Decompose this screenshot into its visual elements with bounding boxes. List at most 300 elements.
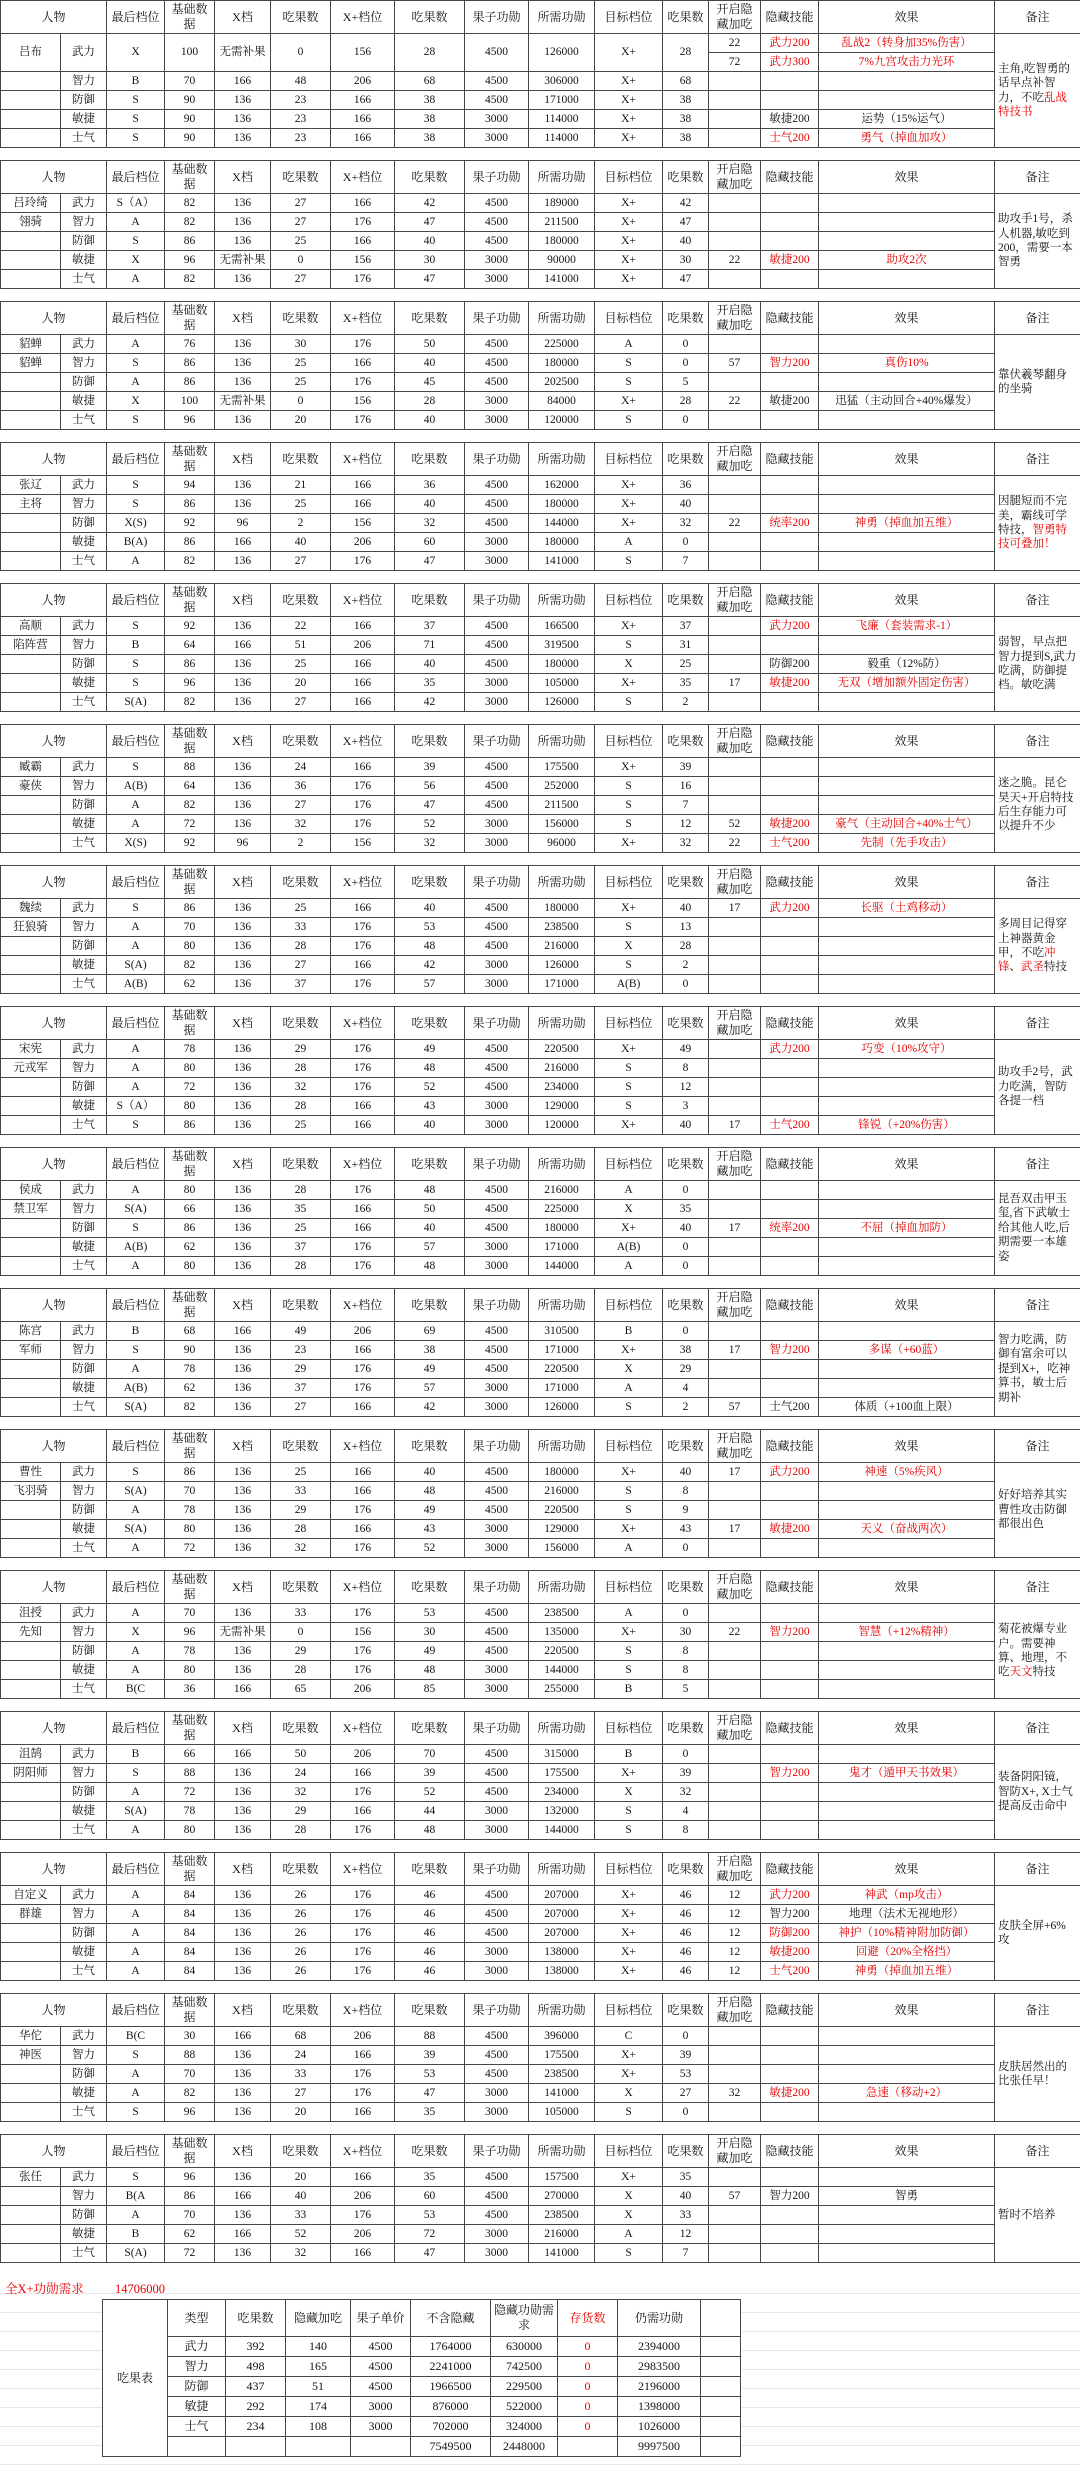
cell-xp[interactable]: 156 bbox=[331, 251, 395, 270]
cell-f[interactable]: 3000 bbox=[465, 1238, 529, 1257]
cell-l[interactable]: S bbox=[107, 1219, 165, 1238]
cell-xp[interactable]: 166 bbox=[331, 1398, 395, 1417]
cell-n[interactable]: 171000 bbox=[529, 91, 595, 110]
cell-xp[interactable]: 166 bbox=[331, 354, 395, 373]
cell-effect[interactable]: 神勇（掉血加五维） bbox=[819, 514, 995, 533]
summary-cell[interactable]: 292 bbox=[226, 2397, 286, 2417]
cell-e2[interactable]: 40 bbox=[395, 655, 465, 674]
cell-x[interactable]: 136 bbox=[215, 655, 271, 674]
cell-t[interactable]: X+ bbox=[595, 674, 663, 693]
cell-b[interactable]: 82 bbox=[165, 2084, 215, 2103]
cell-open-hidden[interactable] bbox=[709, 533, 761, 552]
cell-hidden-skill[interactable] bbox=[761, 1379, 819, 1398]
cell-n[interactable]: 207000 bbox=[529, 1905, 595, 1924]
cell-l[interactable]: A bbox=[107, 373, 165, 392]
cell-hidden-skill[interactable] bbox=[761, 693, 819, 712]
column-header[interactable]: 所需功勋 bbox=[529, 1, 595, 34]
summary-column-header[interactable]: 类型 bbox=[168, 2300, 226, 2337]
cell-s[interactable]: 防御 bbox=[61, 937, 107, 956]
cell-l[interactable]: X bbox=[107, 1623, 165, 1642]
cell-e1[interactable]: 25 bbox=[271, 1219, 331, 1238]
column-header[interactable]: 备注 bbox=[995, 1994, 1080, 2027]
cell-e1[interactable]: 27 bbox=[271, 270, 331, 289]
cell-t[interactable]: S bbox=[595, 1059, 663, 1078]
cell-e2[interactable]: 47 bbox=[395, 213, 465, 232]
cell-e3[interactable]: 68 bbox=[663, 72, 709, 91]
cell-effect[interactable] bbox=[819, 1059, 995, 1078]
cell-n[interactable]: 180000 bbox=[529, 1219, 595, 1238]
cell-xp[interactable]: 206 bbox=[331, 1322, 395, 1341]
cell-f[interactable]: 4500 bbox=[465, 1078, 529, 1097]
column-header[interactable]: X档 bbox=[215, 1, 271, 34]
column-header[interactable]: 人物 bbox=[1, 1571, 107, 1604]
cell-xp[interactable]: 156 bbox=[331, 1623, 395, 1642]
summary-cell[interactable]: 3000 bbox=[351, 2417, 411, 2437]
column-header[interactable]: X档 bbox=[215, 1853, 271, 1886]
cell-e3[interactable]: 40 bbox=[663, 2187, 709, 2206]
cell-n[interactable]: 141000 bbox=[529, 270, 595, 289]
cell-b[interactable]: 70 bbox=[165, 2206, 215, 2225]
cell-t[interactable]: S bbox=[595, 1398, 663, 1417]
cell-b[interactable]: 82 bbox=[165, 956, 215, 975]
cell-l[interactable]: A bbox=[107, 1783, 165, 1802]
cell-effect[interactable] bbox=[819, 1680, 995, 1699]
cell-e1[interactable]: 68 bbox=[271, 2027, 331, 2046]
column-header[interactable]: 开启隐藏加吃 bbox=[709, 161, 761, 194]
cell-f[interactable]: 4500 bbox=[465, 636, 529, 655]
cell-n[interactable]: 126000 bbox=[529, 956, 595, 975]
column-header[interactable]: 目标档位 bbox=[595, 1007, 663, 1040]
cell-e1[interactable]: 23 bbox=[271, 91, 331, 110]
cell-effect[interactable] bbox=[819, 270, 995, 289]
cell-effect[interactable] bbox=[819, 1322, 995, 1341]
cell-l[interactable]: B(A) bbox=[107, 533, 165, 552]
cell-f[interactable]: 3000 bbox=[465, 1821, 529, 1840]
cell-xp[interactable]: 176 bbox=[331, 2065, 395, 2084]
column-header[interactable]: 吃果数 bbox=[663, 1712, 709, 1745]
cell-e3[interactable]: 28 bbox=[663, 937, 709, 956]
cell-e2[interactable]: 35 bbox=[395, 2168, 465, 2187]
cell-e2[interactable]: 70 bbox=[395, 1745, 465, 1764]
column-header[interactable]: 吃果数 bbox=[395, 302, 465, 335]
cell-e1[interactable]: 33 bbox=[271, 2206, 331, 2225]
column-header[interactable]: 人物 bbox=[1, 161, 107, 194]
empty-name-cell[interactable] bbox=[1, 937, 61, 956]
cell-effect[interactable]: 多谋（+60蓝） bbox=[819, 1341, 995, 1360]
cell-xp[interactable]: 166 bbox=[331, 129, 395, 148]
cell-xp[interactable]: 176 bbox=[331, 1059, 395, 1078]
cell-x[interactable]: 136 bbox=[215, 335, 271, 354]
cell-e1[interactable]: 0 bbox=[271, 1623, 331, 1642]
cell-b[interactable]: 100 bbox=[165, 34, 215, 72]
cell-effect[interactable] bbox=[819, 1257, 995, 1276]
cell-b[interactable]: 64 bbox=[165, 777, 215, 796]
column-header[interactable]: 备注 bbox=[995, 2135, 1080, 2168]
cell-hidden-skill[interactable] bbox=[761, 1745, 819, 1764]
cell-t[interactable]: S bbox=[595, 815, 663, 834]
cell-hidden-skill[interactable]: 武力200 bbox=[761, 1040, 819, 1059]
cell-f[interactable]: 3000 bbox=[465, 552, 529, 571]
cell-x[interactable]: 136 bbox=[215, 937, 271, 956]
cell-t[interactable]: X+ bbox=[595, 392, 663, 411]
cell-e3[interactable]: 12 bbox=[663, 1078, 709, 1097]
cell-f[interactable]: 4500 bbox=[465, 1219, 529, 1238]
column-header[interactable]: 人物 bbox=[1, 1007, 107, 1040]
cell-e3[interactable]: 8 bbox=[663, 1059, 709, 1078]
cell-xp[interactable]: 176 bbox=[331, 213, 395, 232]
column-header[interactable]: 所需功勋 bbox=[529, 584, 595, 617]
cell-n[interactable]: 129000 bbox=[529, 1097, 595, 1116]
cell-e2[interactable]: 32 bbox=[395, 834, 465, 853]
cell-e1[interactable]: 2 bbox=[271, 514, 331, 533]
cell-open-hidden[interactable]: 57 bbox=[709, 1398, 761, 1417]
column-header[interactable]: X+档位 bbox=[331, 1, 395, 34]
note-cell[interactable] bbox=[995, 34, 1080, 148]
summary-cell[interactable]: 1764000 bbox=[411, 2337, 491, 2357]
cell-b[interactable]: 82 bbox=[165, 1398, 215, 1417]
cell-l[interactable]: S(A) bbox=[107, 1802, 165, 1821]
cell-xp[interactable]: 166 bbox=[331, 194, 395, 213]
cell-x[interactable]: 136 bbox=[215, 1078, 271, 1097]
cell-hidden-skill[interactable] bbox=[761, 1482, 819, 1501]
cell-t[interactable]: X+ bbox=[595, 213, 663, 232]
cell-x[interactable]: 136 bbox=[215, 899, 271, 918]
cell-hidden-skill[interactable]: 防御200 bbox=[761, 1924, 819, 1943]
cell-n[interactable]: 180000 bbox=[529, 354, 595, 373]
cell-e1[interactable]: 32 bbox=[271, 815, 331, 834]
cell-e1[interactable]: 30 bbox=[271, 335, 331, 354]
cell-effect[interactable] bbox=[819, 2206, 995, 2225]
cell-t[interactable]: B bbox=[595, 1745, 663, 1764]
column-header[interactable]: 开启隐藏加吃 bbox=[709, 1712, 761, 1745]
cell-s[interactable]: 智力 bbox=[61, 1764, 107, 1783]
cell-e3[interactable]: 39 bbox=[663, 1764, 709, 1783]
cell-xp[interactable]: 166 bbox=[331, 1219, 395, 1238]
cell-n[interactable]: 189000 bbox=[529, 194, 595, 213]
cell-e3[interactable]: 2 bbox=[663, 1398, 709, 1417]
cell-x[interactable]: 136 bbox=[215, 91, 271, 110]
cell-b[interactable]: 78 bbox=[165, 1040, 215, 1059]
cell-f[interactable]: 3000 bbox=[465, 1802, 529, 1821]
cell-l[interactable]: S bbox=[107, 495, 165, 514]
cell-x[interactable]: 136 bbox=[215, 1886, 271, 1905]
cell-e2[interactable]: 48 bbox=[395, 1181, 465, 1200]
cell-x[interactable]: 136 bbox=[215, 1520, 271, 1539]
cell-effect[interactable]: 迅猛（主动回合+40%爆发） bbox=[819, 392, 995, 411]
cell-l[interactable]: S bbox=[107, 899, 165, 918]
column-header[interactable]: 吃果数 bbox=[395, 1994, 465, 2027]
column-header[interactable]: 隐藏技能 bbox=[761, 302, 819, 335]
summary-cell[interactable]: 437 bbox=[226, 2377, 286, 2397]
cell-hidden-skill[interactable]: 防御200 bbox=[761, 655, 819, 674]
column-header[interactable]: 基础数据 bbox=[165, 1430, 215, 1463]
cell-e3[interactable]: 2 bbox=[663, 956, 709, 975]
cell-e1[interactable]: 0 bbox=[271, 34, 331, 72]
cell-e3[interactable]: 0 bbox=[663, 2027, 709, 2046]
cell-b[interactable]: 72 bbox=[165, 2244, 215, 2263]
column-header[interactable]: 果子功勋 bbox=[465, 1148, 529, 1181]
cell-b[interactable]: 86 bbox=[165, 2187, 215, 2206]
cell-l[interactable]: A bbox=[107, 2206, 165, 2225]
character-name[interactable]: 貂蝉 bbox=[1, 335, 61, 354]
cell-open-hidden[interactable]: 52 bbox=[709, 815, 761, 834]
cell-effect[interactable] bbox=[819, 533, 995, 552]
empty-name-cell[interactable] bbox=[1, 1680, 61, 1699]
cell-e1[interactable]: 28 bbox=[271, 1661, 331, 1680]
empty-name-cell[interactable] bbox=[1, 251, 61, 270]
cell-e2[interactable]: 48 bbox=[395, 1059, 465, 1078]
cell-b[interactable]: 80 bbox=[165, 1097, 215, 1116]
column-header[interactable]: 效果 bbox=[819, 1289, 995, 1322]
summary-cell[interactable]: 0 bbox=[558, 2417, 618, 2437]
column-header[interactable]: 备注 bbox=[995, 1430, 1080, 1463]
column-header[interactable]: 开启隐藏加吃 bbox=[709, 584, 761, 617]
cell-x[interactable]: 136 bbox=[215, 1116, 271, 1135]
cell-n[interactable]: 175500 bbox=[529, 758, 595, 777]
cell-e3[interactable]: 30 bbox=[663, 251, 709, 270]
cell-n[interactable]: 135000 bbox=[529, 1623, 595, 1642]
cell-e1[interactable]: 26 bbox=[271, 1962, 331, 1981]
cell-open-hidden[interactable] bbox=[709, 1181, 761, 1200]
cell-x[interactable]: 136 bbox=[215, 1398, 271, 1417]
cell-t[interactable]: X+ bbox=[595, 194, 663, 213]
cell-l[interactable]: S bbox=[107, 655, 165, 674]
cell-open-hidden[interactable] bbox=[709, 232, 761, 251]
cell-t[interactable]: A(B) bbox=[595, 975, 663, 994]
cell-e2[interactable]: 40 bbox=[395, 1463, 465, 1482]
cell-open-hidden[interactable] bbox=[709, 796, 761, 815]
cell-n[interactable]: 207000 bbox=[529, 1924, 595, 1943]
column-header[interactable]: 开启隐藏加吃 bbox=[709, 1148, 761, 1181]
cell-open-hidden[interactable]: 12 bbox=[709, 1905, 761, 1924]
column-header[interactable]: 效果 bbox=[819, 2135, 995, 2168]
summary-cell[interactable]: 234 bbox=[226, 2417, 286, 2437]
column-header[interactable]: 人物 bbox=[1, 725, 107, 758]
cell-f[interactable]: 3000 bbox=[465, 2225, 529, 2244]
cell-n[interactable]: 166500 bbox=[529, 617, 595, 636]
column-header[interactable]: 最后档位 bbox=[107, 1994, 165, 2027]
cell-hidden-skill[interactable] bbox=[761, 2206, 819, 2225]
column-header[interactable]: 吃果数 bbox=[395, 161, 465, 194]
cell-xp[interactable]: 176 bbox=[331, 270, 395, 289]
cell-e2[interactable]: 49 bbox=[395, 1360, 465, 1379]
cell-effect[interactable] bbox=[819, 495, 995, 514]
cell-effect[interactable]: 助攻2次 bbox=[819, 251, 995, 270]
column-header[interactable]: 吃果数 bbox=[663, 725, 709, 758]
column-header[interactable]: 最后档位 bbox=[107, 1571, 165, 1604]
cell-x[interactable]: 136 bbox=[215, 1482, 271, 1501]
cell-f[interactable]: 4500 bbox=[465, 1059, 529, 1078]
cell-n[interactable]: 234000 bbox=[529, 1783, 595, 1802]
column-header[interactable]: 目标档位 bbox=[595, 1571, 663, 1604]
cell-s[interactable]: 敏捷 bbox=[61, 533, 107, 552]
empty-name-cell[interactable] bbox=[1, 1802, 61, 1821]
cell-e3[interactable]: 32 bbox=[663, 834, 709, 853]
cell-hidden-skill[interactable]: 敏捷200 bbox=[761, 815, 819, 834]
cell-t[interactable]: X+ bbox=[595, 1943, 663, 1962]
cell-t[interactable]: X+ bbox=[595, 2168, 663, 2187]
cell-s[interactable]: 防御 bbox=[61, 1501, 107, 1520]
cell-l[interactable]: A bbox=[107, 815, 165, 834]
cell-effect[interactable] bbox=[819, 975, 995, 994]
cell-e3[interactable]: 0 bbox=[663, 335, 709, 354]
cell-f[interactable]: 4500 bbox=[465, 232, 529, 251]
column-header[interactable]: 人物 bbox=[1, 1289, 107, 1322]
cell-hidden-skill[interactable]: 武力300 bbox=[761, 53, 819, 72]
cell-n[interactable]: 114000 bbox=[529, 129, 595, 148]
cell-s[interactable]: 士气 bbox=[61, 1821, 107, 1840]
column-header[interactable]: 吃果数 bbox=[663, 1430, 709, 1463]
cell-e2[interactable]: 46 bbox=[395, 1962, 465, 1981]
cell-open-hidden[interactable]: 17 bbox=[709, 1116, 761, 1135]
cell-n[interactable]: 126000 bbox=[529, 693, 595, 712]
cell-b[interactable]: 84 bbox=[165, 1905, 215, 1924]
cell-s[interactable]: 士气 bbox=[61, 1962, 107, 1981]
cell-e3[interactable]: 38 bbox=[663, 110, 709, 129]
cell-l[interactable]: B(C bbox=[107, 2027, 165, 2046]
cell-hidden-skill[interactable] bbox=[761, 1257, 819, 1276]
character-name[interactable]: 华佗 bbox=[1, 2027, 61, 2046]
cell-f[interactable]: 4500 bbox=[465, 1181, 529, 1200]
cell-f[interactable]: 4500 bbox=[465, 1924, 529, 1943]
cell-b[interactable]: 66 bbox=[165, 1745, 215, 1764]
cell-e1[interactable]: 26 bbox=[271, 1886, 331, 1905]
cell-b[interactable]: 80 bbox=[165, 1661, 215, 1680]
column-header[interactable]: 最后档位 bbox=[107, 302, 165, 335]
column-header[interactable]: 备注 bbox=[995, 1, 1080, 34]
cell-n[interactable]: 216000 bbox=[529, 1181, 595, 1200]
cell-l[interactable]: X(S) bbox=[107, 514, 165, 533]
cell-e1[interactable]: 33 bbox=[271, 1482, 331, 1501]
cell-t[interactable]: X bbox=[595, 937, 663, 956]
summary-empty-cell[interactable] bbox=[701, 2397, 741, 2417]
cell-s[interactable]: 士气 bbox=[61, 2103, 107, 2122]
cell-e3[interactable]: 53 bbox=[663, 2065, 709, 2084]
cell-l[interactable]: S（A） bbox=[107, 194, 165, 213]
cell-open-hidden[interactable] bbox=[709, 1680, 761, 1699]
cell-b[interactable]: 36 bbox=[165, 1680, 215, 1699]
cell-f[interactable]: 4500 bbox=[465, 2046, 529, 2065]
empty-name-cell[interactable] bbox=[1, 1924, 61, 1943]
cell-b[interactable]: 78 bbox=[165, 1642, 215, 1661]
cell-open-hidden[interactable] bbox=[709, 1745, 761, 1764]
summary-cell[interactable]: 876000 bbox=[411, 2397, 491, 2417]
cell-t[interactable]: X+ bbox=[595, 91, 663, 110]
cell-xp[interactable]: 206 bbox=[331, 533, 395, 552]
cell-xp[interactable]: 176 bbox=[331, 1360, 395, 1379]
cell-open-hidden[interactable] bbox=[709, 110, 761, 129]
cell-e3[interactable]: 40 bbox=[663, 1463, 709, 1482]
cell-e3[interactable]: 12 bbox=[663, 2225, 709, 2244]
cell-open-hidden[interactable] bbox=[709, 335, 761, 354]
column-header[interactable]: 吃果数 bbox=[663, 1571, 709, 1604]
cell-open-hidden[interactable] bbox=[709, 2206, 761, 2225]
summary-total-cell[interactable]: 2448000 bbox=[491, 2437, 558, 2457]
column-header[interactable]: 人物 bbox=[1, 866, 107, 899]
cell-f[interactable]: 4500 bbox=[465, 335, 529, 354]
cell-hidden-skill[interactable]: 敏捷200 bbox=[761, 1520, 819, 1539]
cell-b[interactable]: 82 bbox=[165, 693, 215, 712]
cell-e3[interactable]: 7 bbox=[663, 2244, 709, 2263]
cell-f[interactable]: 4500 bbox=[465, 758, 529, 777]
cell-s[interactable]: 防御 bbox=[61, 655, 107, 674]
cell-xp[interactable]: 176 bbox=[331, 1238, 395, 1257]
cell-open-hidden[interactable] bbox=[709, 1360, 761, 1379]
column-header[interactable]: 吃果数 bbox=[395, 1, 465, 34]
column-header[interactable]: 最后档位 bbox=[107, 584, 165, 617]
cell-t[interactable]: S bbox=[595, 796, 663, 815]
column-header[interactable]: 隐藏技能 bbox=[761, 866, 819, 899]
summary-table-label[interactable]: 吃果表 bbox=[103, 2300, 168, 2457]
cell-e3[interactable]: 9 bbox=[663, 1501, 709, 1520]
cell-b[interactable]: 88 bbox=[165, 2046, 215, 2065]
column-header[interactable]: 所需功勋 bbox=[529, 725, 595, 758]
column-header[interactable]: 人物 bbox=[1, 1712, 107, 1745]
cell-n[interactable]: 90000 bbox=[529, 251, 595, 270]
cell-e2[interactable]: 53 bbox=[395, 918, 465, 937]
column-header[interactable]: 最后档位 bbox=[107, 866, 165, 899]
column-header[interactable]: X档 bbox=[215, 1994, 271, 2027]
cell-e3[interactable]: 32 bbox=[663, 1783, 709, 1802]
column-header[interactable]: 吃果数 bbox=[271, 1994, 331, 2027]
cell-s[interactable]: 士气 bbox=[61, 1116, 107, 1135]
column-header[interactable]: X+档位 bbox=[331, 866, 395, 899]
cell-effect[interactable] bbox=[819, 2027, 995, 2046]
cell-e3[interactable]: 35 bbox=[663, 1200, 709, 1219]
cell-l[interactable]: A bbox=[107, 2065, 165, 2084]
cell-e3[interactable]: 0 bbox=[663, 2103, 709, 2122]
cell-f[interactable]: 4500 bbox=[465, 1200, 529, 1219]
column-header[interactable]: 果子功勋 bbox=[465, 443, 529, 476]
cell-b[interactable]: 92 bbox=[165, 617, 215, 636]
column-header[interactable]: 目标档位 bbox=[595, 1148, 663, 1181]
cell-effect[interactable] bbox=[819, 1821, 995, 1840]
cell-x[interactable]: 166 bbox=[215, 2225, 271, 2244]
cell-b[interactable]: 72 bbox=[165, 1783, 215, 1802]
cell-n[interactable]: 306000 bbox=[529, 72, 595, 91]
summary-cell[interactable]: 108 bbox=[286, 2417, 351, 2437]
cell-xp[interactable]: 176 bbox=[331, 411, 395, 430]
cell-open-hidden[interactable] bbox=[709, 1821, 761, 1840]
cell-e3[interactable]: 0 bbox=[663, 411, 709, 430]
cell-open-hidden[interactable] bbox=[709, 617, 761, 636]
cell-open-hidden[interactable]: 72 bbox=[709, 53, 761, 72]
cell-xp[interactable]: 166 bbox=[331, 2168, 395, 2187]
column-header[interactable]: 吃果数 bbox=[395, 725, 465, 758]
cell-t[interactable]: X+ bbox=[595, 1463, 663, 1482]
column-header[interactable]: 目标档位 bbox=[595, 302, 663, 335]
cell-s[interactable]: 智力 bbox=[61, 1623, 107, 1642]
cell-e1[interactable]: 22 bbox=[271, 617, 331, 636]
cell-e1[interactable]: 20 bbox=[271, 674, 331, 693]
note-cell[interactable]: 助攻手2号，武力吃满，智防各提一档 bbox=[995, 1040, 1080, 1135]
cell-hidden-skill[interactable] bbox=[761, 777, 819, 796]
cell-b[interactable]: 68 bbox=[165, 1322, 215, 1341]
cell-open-hidden[interactable]: 17 bbox=[709, 1341, 761, 1360]
cell-hidden-skill[interactable]: 武力200 bbox=[761, 34, 819, 53]
cell-b[interactable]: 88 bbox=[165, 1764, 215, 1783]
cell-f[interactable]: 3000 bbox=[465, 2084, 529, 2103]
cell-x[interactable]: 136 bbox=[215, 1764, 271, 1783]
cell-e3[interactable]: 46 bbox=[663, 1943, 709, 1962]
cell-n[interactable]: 141000 bbox=[529, 552, 595, 571]
summary-total-cell[interactable]: 7549500 bbox=[411, 2437, 491, 2457]
cell-s[interactable]: 敏捷 bbox=[61, 1802, 107, 1821]
cell-x[interactable]: 136 bbox=[215, 232, 271, 251]
cell-e1[interactable]: 32 bbox=[271, 1078, 331, 1097]
summary-cell[interactable]: 51 bbox=[286, 2377, 351, 2397]
cell-hidden-skill[interactable] bbox=[761, 2065, 819, 2084]
